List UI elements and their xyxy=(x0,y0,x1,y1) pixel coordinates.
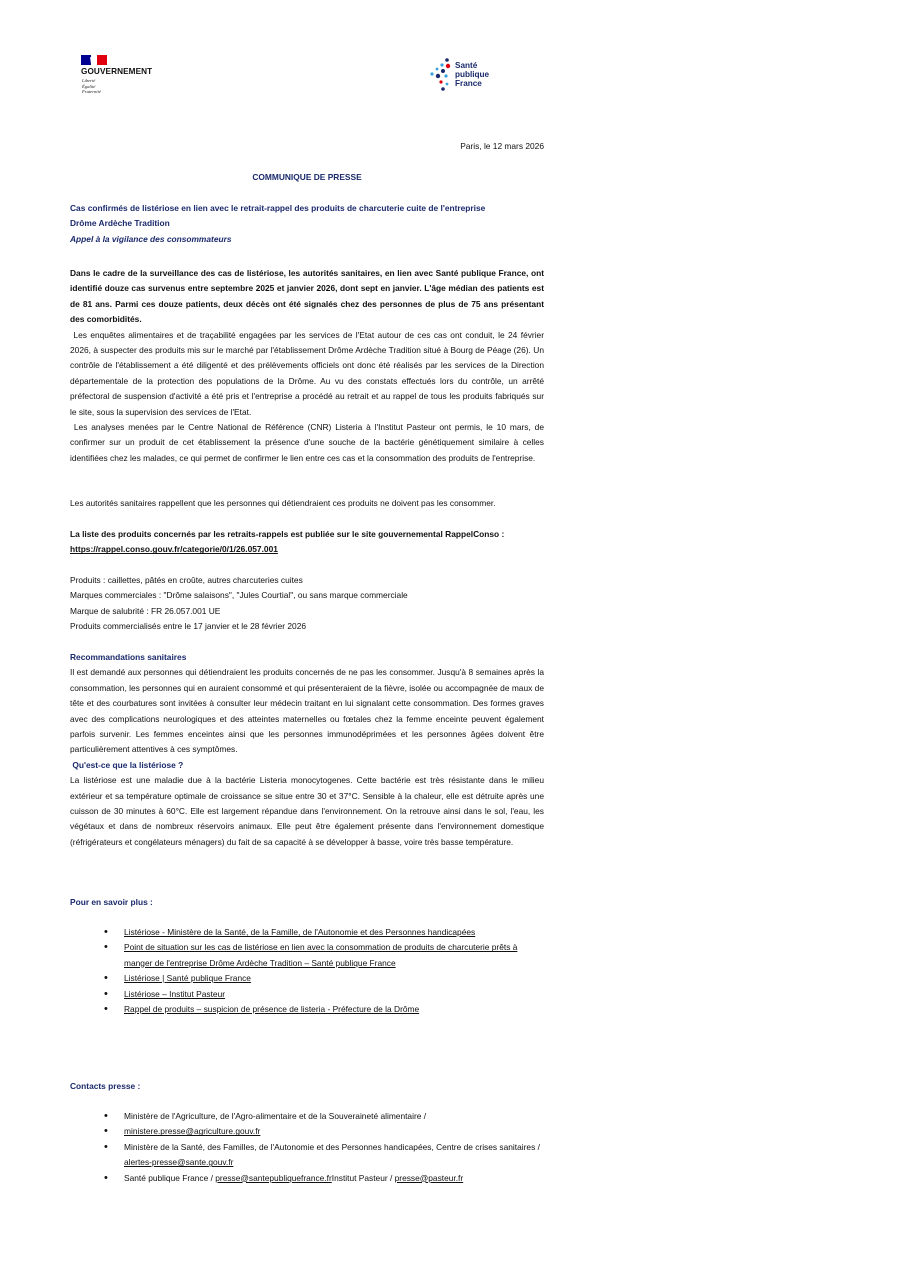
health-mark-line: Marque de salubrité : FR 26.057.001 UE xyxy=(70,605,221,616)
list-item xyxy=(70,987,544,1002)
title-line1: Cas confirmés de listériose en lien avec le retrait-rappel des produits de charcuterie cuite de l'entreprise xyxy=(70,203,486,213)
document-type: COMMUNIQUE DE PRESSE xyxy=(252,172,362,182)
link-spf[interactable]: Listériose | Santé publique France xyxy=(124,973,251,984)
list-item xyxy=(70,1109,544,1124)
contacts-heading: Contacts presse : xyxy=(70,1081,141,1091)
list-item xyxy=(70,1002,544,1017)
list-item xyxy=(70,1140,544,1171)
contact-sante-email[interactable]: alertes-presse@sante.gouv.fr xyxy=(124,1157,234,1168)
sale-period-line: Produits commercialisés entre le 17 janvier et le 28 février 2026 xyxy=(70,621,307,632)
recommendations-section xyxy=(70,650,544,850)
spf-dots-icon xyxy=(429,57,455,93)
product-list-notice xyxy=(70,527,544,558)
contact-spf-text: Santé publique France / xyxy=(124,1172,216,1183)
list-item xyxy=(70,1171,544,1186)
recommendations-text: Il est demandé aux personnes qui détiendraient les produits concernés de ne pas les consommer. Jusqu'à 8 semaines après la consommation, les personnes qui en auraient consommé et qui présenteraient de la fièvre, isolée ou accompagnée de maux de tête et des courbatures sont invitées à consulter leur médecin traitant en lui signalant cette consommation. Des formes graves avec des complications neurologiques et des atteintes maternelles ou fœtales chez la femme enceinte peuvent également parfois survenir. Les femmes enceintes ainsi que les personnes immunodéprimées et les personnes âgées doivent être particulièrement attentives à ces symptômes. xyxy=(70,667,544,755)
more-info-list xyxy=(70,925,544,1017)
products-line: Produits : caillettes, pâtés en croûte, autres charcuteries cuites xyxy=(70,575,303,585)
contact-pasteur-email[interactable]: presse@pasteur.fr xyxy=(394,1172,464,1183)
contact-spf-email[interactable]: presse@santepubliquefrance.fr xyxy=(215,1172,332,1183)
date-line: Paris, le 12 mars 2026 xyxy=(460,141,544,151)
spf-logo xyxy=(429,57,499,93)
body-section xyxy=(70,266,547,466)
contact-agriculture-email[interactable]: ministere.presse@agriculture.gouv.fr xyxy=(124,1126,261,1137)
spf-name-line3: France xyxy=(455,79,482,88)
contact-pasteur-text: Institut Pasteur / xyxy=(331,1172,395,1183)
investigation-paragraph: Les enquêtes alimentaires et de traçabilité engagées par les services de l'Etat autour de ces cas ont conduit, le 24 février 2026, à suspecter des produits mis sur le marché par l'établissement Drôme Ardèche Tradition situé à Bourg de Péage (26). Un contrôle de l'établissement a été diligenté et des prélèvements officiels ont donc été réalisés par les services de la Direction départementale de la protection des populations de la Drôme. Au vu des constats effectués lors du contrôle, un arrêté préfectoral de suspension d'activité a été pris et l'entreprise a procédé au retrait et au rappel de tous les produits fabriqués sur le site, sous la supervision des services de l'Etat. xyxy=(70,329,547,417)
link-ministere-sante[interactable]: Listériose - Ministère de la Santé, de la Famille, de l'Autonomie et des Personnes handicapées xyxy=(124,927,476,937)
recommendations-heading: Recommandations sanitaires xyxy=(70,652,187,662)
marianne-flag-icon xyxy=(81,55,107,65)
listeriosis-heading: Qu'est-ce que la listériose ? xyxy=(70,759,184,770)
government-logo xyxy=(81,55,181,100)
link-pasteur[interactable]: Listériose – Institut Pasteur xyxy=(124,988,226,999)
spf-name-line2: publique xyxy=(455,70,490,79)
contact-sante-text: Ministère de la Santé, des Familles, de l'Autonomie et des Personnes handicapées, Centre de crises sanitaires / xyxy=(124,1141,540,1152)
motto-liberte: Liberté xyxy=(82,78,96,83)
more-info-heading: Pour en savoir plus : xyxy=(70,897,153,907)
republic-motto xyxy=(82,78,101,95)
title-line2: Drôme Ardèche Tradition xyxy=(70,218,170,229)
list-item xyxy=(70,971,544,986)
title-subtitle: Appel à la vigilance des consommateurs xyxy=(70,233,232,244)
product-details xyxy=(70,573,544,635)
list-item xyxy=(70,1124,544,1139)
rappelconso-link[interactable]: https://rappel.conso.gouv.fr/categorie/0/1/26.057.001 xyxy=(70,544,278,555)
motto-fraternite: Fraternité xyxy=(82,89,101,95)
reminder-paragraph: Les autorités sanitaires rappellent que les personnes qui détiendraient ces produits ne doivent pas les consommer. xyxy=(70,498,496,508)
motto-egalite: Égalité xyxy=(82,83,96,89)
spf-name-line1: Santé xyxy=(455,61,478,70)
listeriosis-text: La listériose est une maladie due à la bactérie Listeria monocytogenes. Cette bactérie est très résistante dans le milieu extérieur et sa température optimale de croissance se situe entre 30 et 37°C. Sensible à la chaleur, elle est détruite après une cuisson de 30 minutes à 60°C. Elle est largement répandue dans l'environnement. On la retrouve ainsi dans le sol, l'eau, les végétaux et dans de nombreux réservoirs animaux. Elle peut être également présente dans l'environnement domestique (réfrigérateurs et congélateurs ménagers) du fait de sa capacité à se développer à basse, voire très basse température. xyxy=(70,775,544,847)
link-point-situation[interactable]: Point de situation sur les cas de listériose en lien avec la consommation de produits de charcuterie prêts à manger de l'entreprise Drôme Ardèche Tradition – Santé publique France xyxy=(124,942,518,968)
contact-agriculture-text: Ministère de l'Agriculture, de l'Agro-alimentaire et de la Souveraineté alimentaire / xyxy=(124,1111,427,1121)
list-notice-text: La liste des produits concernés par les retraits-rappels est publiée sur le site gouvernemental RappelConso : xyxy=(70,529,505,539)
analysis-paragraph: Les analyses menées par le Centre National de Référence (CNR) Listeria à l'Institut Pasteur ont permis, le 10 mars, de confirmer sur un produit de cet établissement la présence d'une souche de la bactérie génétiquement similaire à celles identifiées chez les malades, ce qui permet de confirmer le lien entre ces cas et la consommation des produits de l'entreprise. xyxy=(70,422,547,463)
intro-paragraph: Dans le cadre de la surveillance des cas de listériose, les autorités sanitaires, en lien avec Santé publique France, ont identifié douze cas survenus entre septembre 2025 et janvier 2026, dont sept en janvier. L'âge médian des patients est de 81 ans. Parmi ces douze patients, deux décès ont été signalés chez des personnes de plus de 75 ans présentant des comorbidités. xyxy=(70,268,544,325)
press-title xyxy=(70,201,544,247)
brands-line: Marques commerciales : "Drôme salaisons", "Jules Courtial", ou sans marque commerciale xyxy=(70,590,408,601)
spf-name xyxy=(455,61,489,88)
list-item xyxy=(70,940,544,971)
government-name: GOUVERNEMENT xyxy=(81,67,153,76)
list-item xyxy=(70,925,544,940)
contacts-list xyxy=(70,1109,544,1186)
link-prefecture-drome[interactable]: Rappel de produits – suspicion de présence de listeria - Préfecture de la Drôme xyxy=(124,1004,420,1015)
